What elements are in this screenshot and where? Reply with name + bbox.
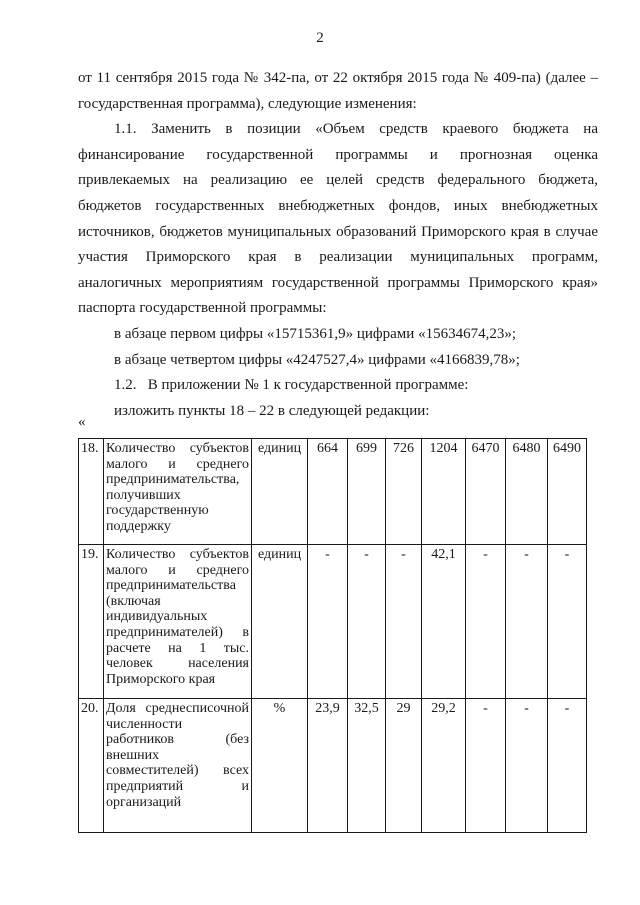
- body-text: [78, 66, 598, 424]
- row-number: 18.: [79, 439, 104, 545]
- value-cell: 23,9: [308, 699, 348, 833]
- value-cell: -: [308, 545, 348, 699]
- paragraph-item-1-1: 1.1. Заменить в позиции «Объем средств краевого бюджета на финансирование государственной программы и прогнозная оценка привлекаемых на реализацию ее целей средств федерального бюджета, бюджетов государственных внебюджетных фондов, иных внебюджетных источников, бюджетов муниципальных образований Приморского края в случае участия Приморского края в реализации муниципальных программ, аналогичных мероприятиям государственной программы Приморского края» паспорта государственной программы:: [78, 121, 598, 317]
- value-cell: 6490: [548, 439, 587, 545]
- paragraph-continuation: от 11 сентября 2015 года № 342-па, от 22 октября 2015 года № 409-па) (далее – государственная программа), следующие изменения:: [78, 70, 598, 112]
- table-row: [79, 699, 587, 833]
- value-cell: -: [548, 699, 587, 833]
- opening-quote: «: [78, 414, 86, 430]
- value-cell: 664: [308, 439, 348, 545]
- value-cell: -: [386, 545, 422, 699]
- value-cell: 6470: [466, 439, 506, 545]
- row-number: 20.: [79, 699, 104, 833]
- value-cell: -: [506, 699, 548, 833]
- value-cell: -: [466, 545, 506, 699]
- unit-cell: единиц: [252, 439, 308, 545]
- paragraph-first-clause: в абзаце первом цифры «15715361,9» цифрами «15634674,23»;: [114, 325, 516, 342]
- indicators-table: [78, 438, 587, 833]
- indicator-name: Доля среднесписочной численности работников (без внешних совместителей) всех предприятий и организаций: [104, 699, 252, 833]
- paragraph-item-1-2: 1.2. В приложении № 1 к государственной программе:: [114, 377, 469, 394]
- table-row: [79, 439, 587, 545]
- unit-cell: единиц: [252, 545, 308, 699]
- value-cell: 1204: [422, 439, 466, 545]
- unit-cell: %: [252, 699, 308, 833]
- indicator-name: Количество субъектов малого и среднего предпринимательства, получивших государственную поддержку: [104, 439, 252, 545]
- indicator-name: Количество субъектов малого и среднего предпринимательства (включая индивидуальных предпринимателей) в расчете на 1 тыс. человек населения Приморского края: [104, 545, 252, 699]
- page-number: 2: [316, 30, 324, 46]
- value-cell: 42,1: [422, 545, 466, 699]
- value-cell: -: [466, 699, 506, 833]
- value-cell: -: [348, 545, 386, 699]
- table-row: [79, 545, 587, 699]
- row-number: 19.: [79, 545, 104, 699]
- paragraph-points-18-22: изложить пункты 18 – 22 в следующей редакции:: [114, 402, 430, 419]
- value-cell: 32,5: [348, 699, 386, 833]
- value-cell: 699: [348, 439, 386, 545]
- value-cell: 6480: [506, 439, 548, 545]
- paragraph-fourth-clause: в абзаце четвертом цифры «4247527,4» цифрами «4166839,78»;: [114, 351, 520, 368]
- value-cell: 726: [386, 439, 422, 545]
- value-cell: -: [506, 545, 548, 699]
- value-cell: -: [548, 545, 587, 699]
- value-cell: 29,2: [422, 699, 466, 833]
- value-cell: 29: [386, 699, 422, 833]
